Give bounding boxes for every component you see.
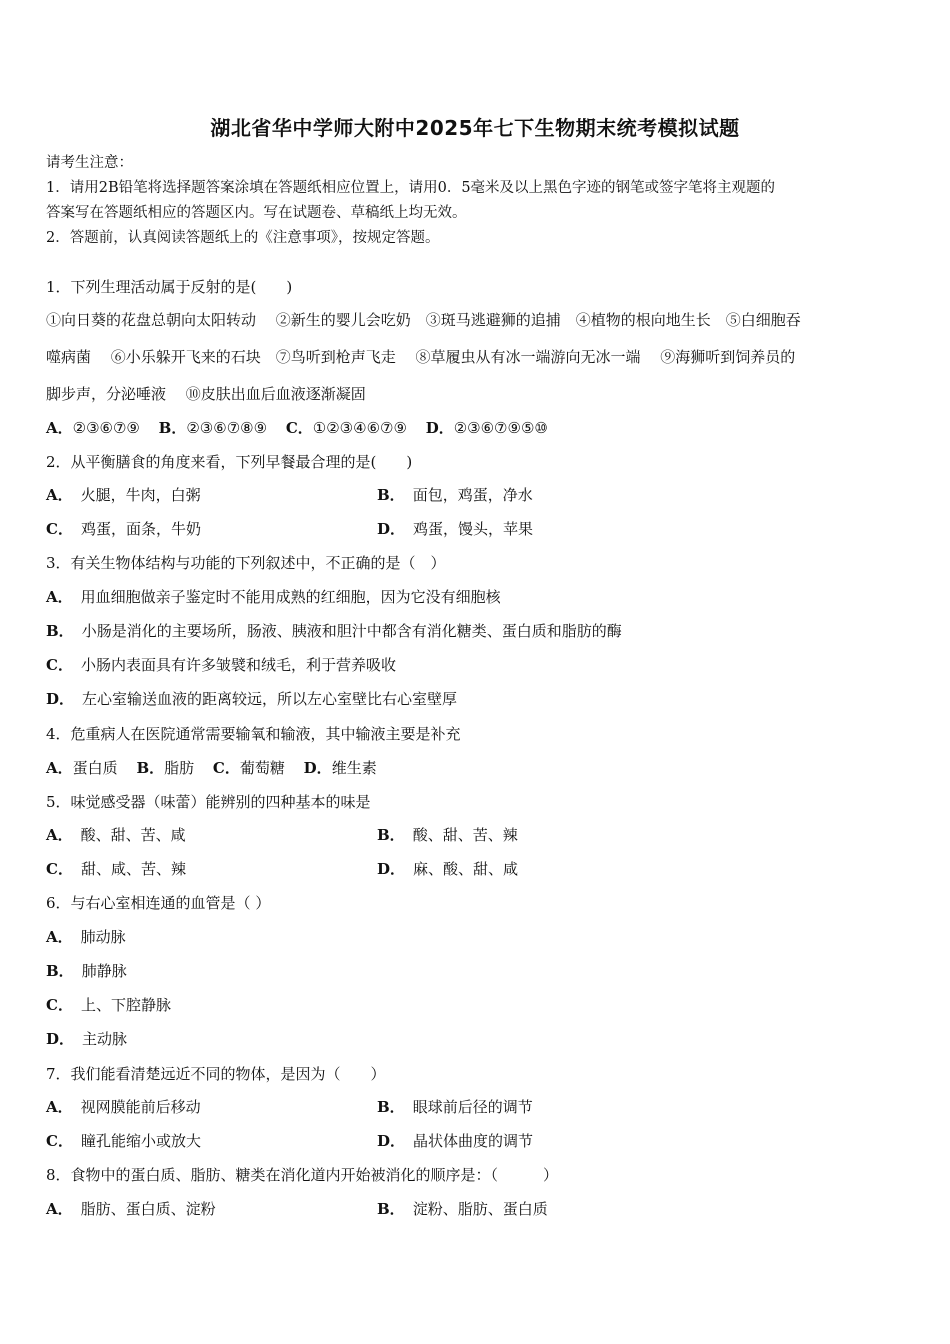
question-8-option-a: A． 脂肪、蛋白质、淀粉 — [46, 1200, 216, 1218]
option-b: B．脂肪 — [136, 759, 195, 777]
question-5-option-a: A． 酸、甜、苦、咸 — [46, 826, 186, 844]
question-6-option-c: C． 上、下腔静脉 — [46, 996, 171, 1014]
question-2-stem: 2．从平衡膳食的角度来看，下列早餐最合理的是( ) — [46, 453, 413, 471]
question-2-option-c: C． 鸡蛋，面条，牛奶 — [46, 520, 201, 538]
question-5-option-d: D． 麻、酸、甜、咸 — [377, 860, 519, 878]
notice-line-2: 答案写在答题纸相应的答题区内。写在试题卷、草稿纸上均无效。 — [46, 205, 467, 221]
question-6-option-a: A． 肺动脉 — [46, 928, 126, 946]
question-5-stem: 5．味觉感受器（味蕾）能辨别的四种基本的味是 — [46, 793, 371, 811]
question-1-items-line-1: ①向日葵的花盘总朝向太阳转动 ②新生的婴儿会吃奶 ③斑马逃避狮的追捕 ④植物的根向地生长 ⑤白细胞吞 — [46, 311, 801, 329]
question-7-stem: 7．我们能看清楚远近不同的物体，是因为（ ） — [46, 1065, 386, 1083]
option-c: C．葡萄糖 — [212, 759, 285, 777]
option-a: A．蛋白质 — [46, 759, 118, 777]
question-4-stem: 4．危重病人在医院通常需要输氧和输液，其中输液主要是补充 — [46, 725, 461, 743]
question-1-items-line-2: 噬病菌 ⑥小乐躲开飞来的石块 ⑦鸟听到枪声飞走 ⑧草履虫从有冰一端游向无冰一端 ⑨海狮听到饲养员的 — [46, 348, 796, 366]
page-title: 湖北省华中学师大附中2025年七下生物期末统考模拟试题 — [210, 116, 740, 140]
question-7-option-b: B． 眼球前后径的调节 — [377, 1098, 533, 1116]
question-3-stem: 3．有关生物体结构与功能的下列叙述中，不正确的是（ ） — [46, 554, 446, 572]
notice-line-1: 1．请用2B铅笔将选择题答案涂填在答题纸相应位置上，请用0．5毫米及以上黑色字迹的钢笔或签字笔将主观题的 — [46, 180, 776, 196]
question-1-options — [46, 418, 562, 438]
option-d: D．维生素 — [303, 759, 377, 777]
question-4-options — [46, 758, 391, 778]
question-3-option-a: A． 用血细胞做亲子鉴定时不能用成熟的红细胞，因为它没有细胞核 — [46, 588, 501, 606]
question-8-stem: 8．食物中的蛋白质、脂肪、糖类在消化道内开始被消化的顺序是：（ ） — [46, 1166, 559, 1184]
question-1-items-line-3: 脚步声，分泌唾液 ⑩皮肤出血后血液逐渐凝固 — [46, 385, 366, 403]
option-b: B．②③⑥⑦⑧⑨ — [158, 419, 268, 437]
question-5-option-b: B． 酸、甜、苦、辣 — [377, 826, 518, 844]
question-2-option-a: A． 火腿，牛肉，白粥 — [46, 486, 201, 504]
question-6-option-b: B． 肺静脉 — [46, 962, 127, 980]
option-c: C．①②③④⑥⑦⑨ — [285, 419, 407, 437]
notice-heading: 请考生注意： — [46, 155, 133, 171]
question-6-option-d: D． 主动脉 — [46, 1030, 128, 1048]
question-7-option-a: A． 视网膜能前后移动 — [46, 1098, 201, 1116]
question-1-stem: 1．下列生理活动属于反射的是( ) — [46, 278, 293, 296]
question-2-option-d: D． 鸡蛋，馒头，苹果 — [377, 520, 534, 538]
question-3-option-d: D． 左心室输送血液的距离较远，所以左心室壁比右心室壁厚 — [46, 690, 458, 708]
question-8-option-b: B． 淀粉、脂肪、蛋白质 — [377, 1200, 548, 1218]
question-7-option-d: D． 晶状体曲度的调节 — [377, 1132, 534, 1150]
question-3-option-b: B． 小肠是消化的主要场所，肠液、胰液和胆汁中都含有消化糖类、蛋白质和脂肪的酶 — [46, 622, 622, 640]
option-a: A．②③⑥⑦⑨ — [46, 419, 140, 437]
question-5-option-c: C． 甜、咸、苦、辣 — [46, 860, 186, 878]
option-d: D．②③⑥⑦⑨⑤⑩ — [425, 419, 548, 437]
notice-line-3: 2．答题前，认真阅读答题纸上的《注意事项》，按规定答题。 — [46, 230, 440, 246]
question-7-option-c: C． 瞳孔能缩小或放大 — [46, 1132, 201, 1150]
question-2-option-b: B． 面包，鸡蛋，净水 — [377, 486, 533, 504]
question-3-option-c: C． 小肠内表面具有许多皱襞和绒毛，利于营养吸收 — [46, 656, 396, 674]
question-6-stem: 6．与右心室相连通的血管是（ ） — [46, 894, 271, 912]
